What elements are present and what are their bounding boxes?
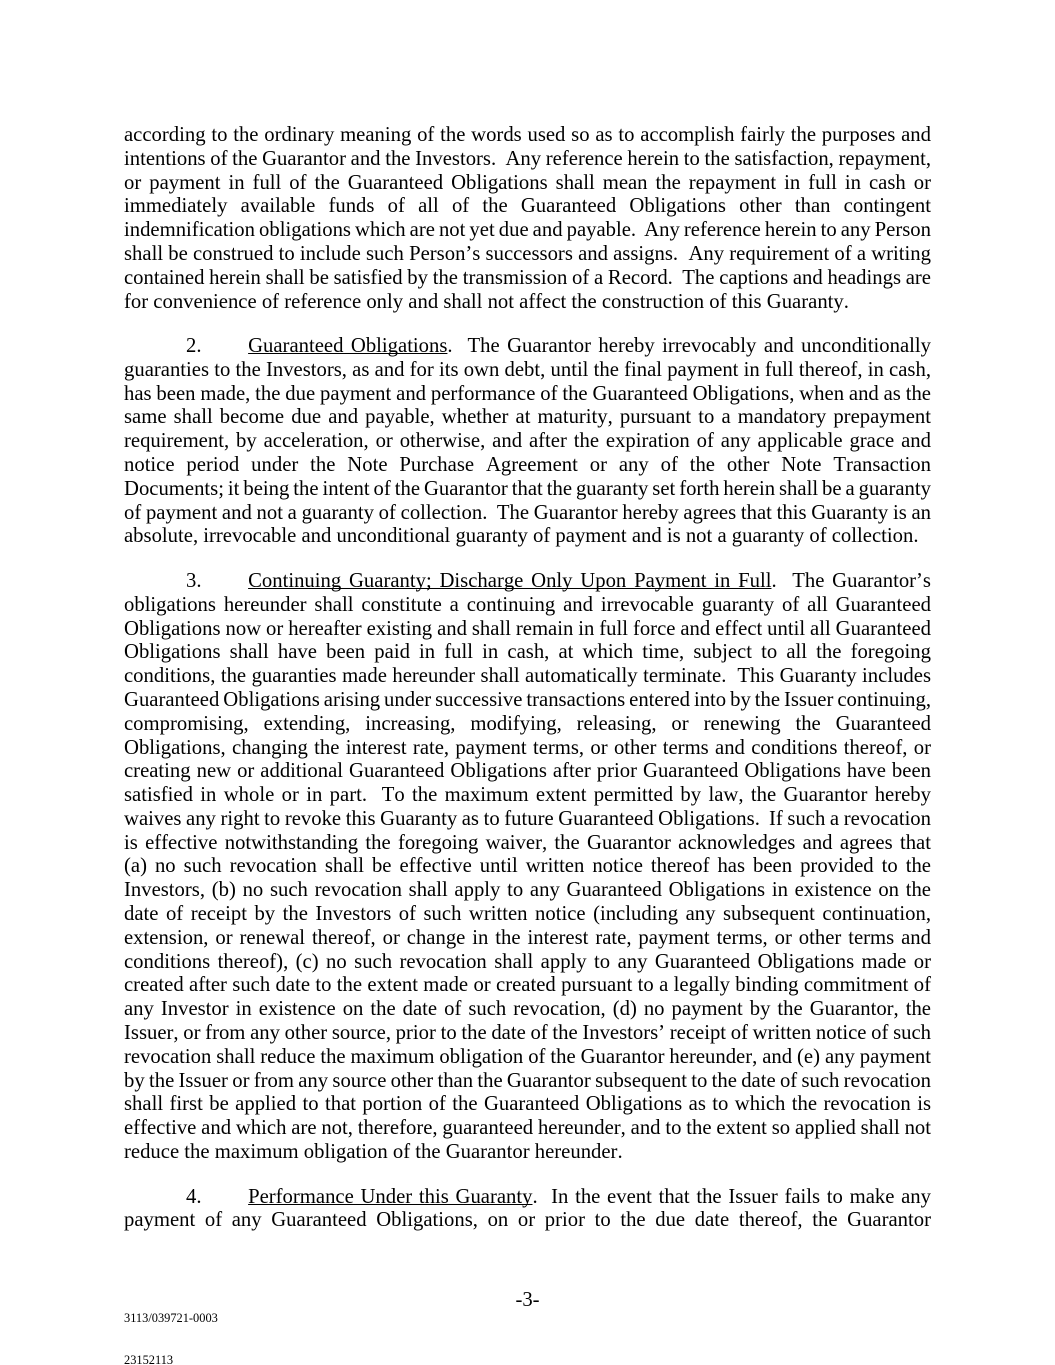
text-line: shall be construed to include such Person’s successors and assigns. Any requirement of a writing	[124, 242, 931, 265]
text-line: payment of any Guaranteed Obligations, on or prior to the due date thereof, the Guarantor	[124, 1209, 931, 1232]
text-run: . In the event that the Issuer fails to make any	[532, 1185, 931, 1208]
section-continuing-guaranty	[124, 570, 931, 1165]
document-body	[124, 124, 931, 1254]
text-line: Investors, (b) no such revocation shall apply to any Guaranteed Obligations in existence on the	[124, 879, 931, 902]
text-line: absolute, irrevocable and unconditional guaranty of payment and is not a guaranty of collection.	[124, 525, 919, 548]
text-line: contained herein shall be satisfied by the transmission of a Record. The captions and headings are	[124, 266, 931, 289]
text-line: Documents; it being the intent of the Guarantor that the guaranty set forth herein shall be a guaranty	[124, 477, 931, 500]
section-first-line	[124, 335, 931, 359]
document-id: 3113/039721-0003	[124, 1311, 218, 1325]
section-heading: Continuing Guaranty; Discharge Only Upon Payment in Full	[248, 569, 772, 592]
text-line: indemnification obligations which are not yet due and payable. Any reference herein to any Person	[124, 219, 931, 242]
text-line: intentions of the Guarantor and the Investors. Any reference herein to the satisfaction, repayment,	[124, 147, 931, 170]
section-heading: Performance Under this Guaranty	[248, 1185, 533, 1208]
page-number: -3-	[515, 1289, 540, 1311]
text-line: same shall become due and payable, whether at maturity, pursuant to a mandatory prepayment	[124, 406, 931, 429]
text-line: requirement, by acceleration, or otherwise, and after the expiration of any applicable grace and	[124, 430, 931, 453]
section-number: 3.	[186, 569, 202, 592]
text-line: satisfied in whole or in part. To the maximum extent permitted by law, the Guarantor hereby	[124, 784, 931, 807]
text-run: . The Guarantor hereby irrevocably and unconditionally	[447, 335, 931, 358]
text-line: conditions thereof), (c) no such revocation shall apply to any Guaranteed Obligations made or	[124, 950, 931, 973]
text-line: extension, or renewal thereof, or change in the interest rate, payment terms, or other terms and	[124, 926, 931, 949]
text-line: (a) no such revocation shall be effective until written notice thereof has been provided to the	[124, 855, 931, 878]
text-line: reduce the maximum obligation of the Guarantor hereunder.	[124, 1141, 623, 1164]
text-line: is effective notwithstanding the foregoing waiver, the Guarantor acknowledges and agrees that	[124, 831, 931, 854]
paragraph-continued	[124, 124, 931, 314]
text-line: Issuer, or from any other source, prior to the date of the Investors’ receipt of written notice of such	[124, 1022, 931, 1045]
section-performance	[124, 1186, 931, 1234]
text-line: waives any right to revoke this Guaranty as to future Guaranteed Obligations. If such a revocation	[124, 807, 931, 830]
section-first-line	[124, 570, 931, 594]
text-line: any Investor in existence on the date of such revocation, (d) no payment by the Guarantor, the	[124, 998, 931, 1021]
text-line: according to the ordinary meaning of the words used so as to accomplish fairly the purposes and	[124, 124, 931, 146]
section-number: 4.	[186, 1185, 202, 1208]
text-line: conditions, the guaranties made hereunder shall automatically terminate. This Guaranty includes	[124, 665, 931, 688]
text-line: notice period under the Note Purchase Agreement or any of the other Note Transaction	[124, 454, 931, 477]
document-number: 23152113	[124, 1353, 174, 1365]
text-line: obligations hereunder shall constitute a continuing and irrevocable guaranty of all Guaranteed	[124, 593, 931, 616]
text-line: guaranties to the Investors, as and for its own debt, until the final payment in full thereof, in cash,	[124, 358, 931, 381]
text-line: effective and which are not, therefore, guaranteed hereunder, and to the extent so applied shall not	[124, 1117, 931, 1140]
section-heading: Guaranteed Obligations	[248, 335, 448, 358]
text-line: for convenience of reference only and shall not affect the construction of this Guaranty.	[124, 290, 849, 313]
text-line: has been made, the due payment and performance of the Guaranteed Obligations, when and as the	[124, 382, 931, 405]
text-line: created after such date to the extent made or created pursuant to a legally binding commitment of	[124, 974, 931, 997]
text-line: Obligations shall have been paid in full in cash, at which time, subject to all the foregoing	[124, 641, 931, 664]
text-line: immediately available funds of all of the Guaranteed Obligations other than contingent	[124, 195, 931, 218]
text-line: revocation shall reduce the maximum obligation of the Guarantor hereunder, and (e) any payment	[124, 1045, 931, 1068]
section-number: 2.	[186, 335, 202, 358]
text-line: of payment and not a guaranty of collection. The Guarantor hereby agrees that this Guaranty is an	[124, 501, 931, 524]
text-line: compromising, extending, increasing, modifying, releasing, or renewing the Guaranteed	[124, 712, 931, 735]
text-run: . The Guarantor’s	[771, 569, 931, 592]
text-line: date of receipt by the Investors of such written notice (including any subsequent continuation,	[124, 903, 931, 926]
section-guaranteed-obligations	[124, 335, 931, 549]
text-line: shall first be applied to that portion of the Guaranteed Obligations as to which the revocation is	[124, 1093, 931, 1116]
text-line: Obligations, changing the interest rate, payment terms, or other terms and conditions thereof, or	[124, 736, 931, 759]
text-line: Guaranteed Obligations arising under successive transactions entered into by the Issuer continuing,	[124, 688, 931, 711]
text-line: Obligations now or hereafter existing and shall remain in full force and effect until all Guaranteed	[124, 617, 931, 640]
text-line: creating new or additional Guaranteed Obligations after prior Guaranteed Obligations have been	[124, 760, 931, 783]
text-line: by the Issuer or from any source other than the Guarantor subsequent to the date of such revocation	[124, 1069, 931, 1092]
text-line: or payment in full of the Guaranteed Obligations shall mean the repayment in full in cash or	[124, 171, 931, 194]
section-first-line	[124, 1186, 931, 1210]
